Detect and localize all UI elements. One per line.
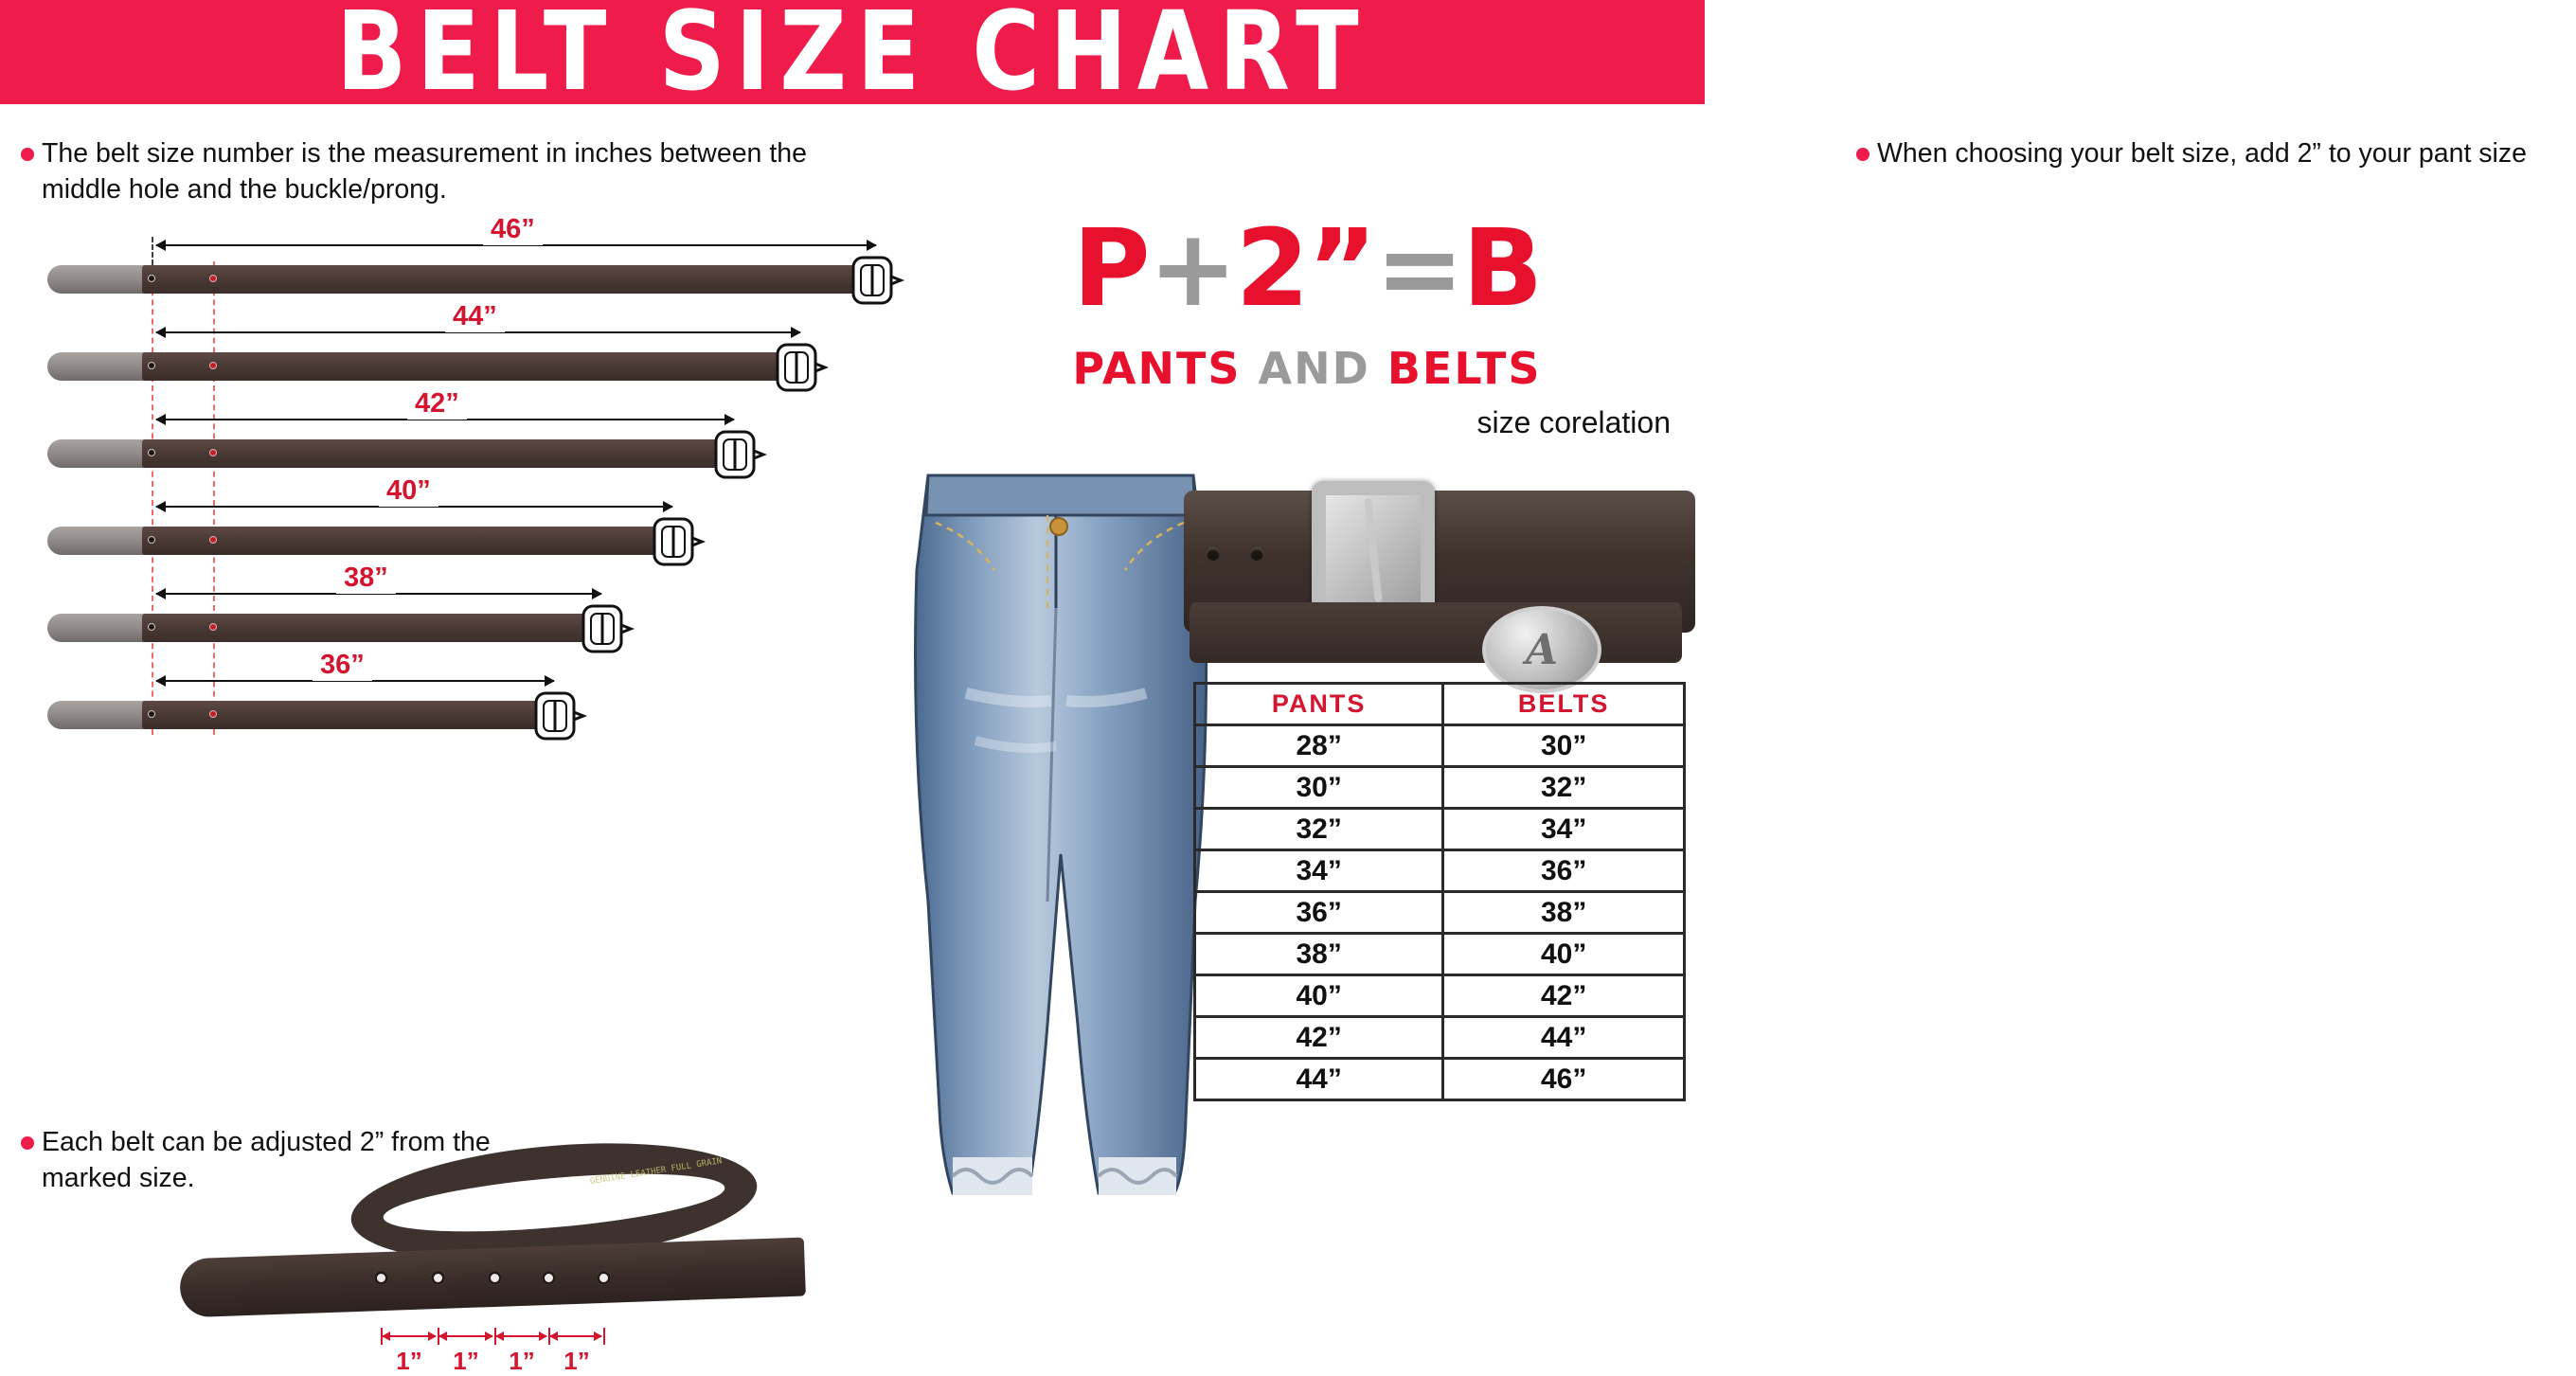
belt-size-label: 44” — [445, 301, 505, 332]
belt-row — [9, 214, 900, 311]
belt-hole — [148, 710, 155, 718]
belt-size-label: 42” — [407, 388, 467, 420]
jeans-hem-right — [1099, 1157, 1176, 1195]
cell-pants: 42” — [1195, 1017, 1443, 1059]
segment-dimension — [496, 1335, 546, 1337]
bullet-dot-icon — [1856, 148, 1869, 161]
bullet-dot-icon — [21, 1136, 34, 1150]
column-header-belts: BELTS — [1443, 684, 1685, 725]
belt-buckle — [772, 339, 825, 396]
belt-strap — [142, 265, 857, 294]
cell-pants: 32” — [1195, 809, 1443, 850]
formula-b: B — [1461, 207, 1542, 331]
segment-dimension — [439, 1335, 492, 1337]
formula-equation — [909, 207, 1705, 331]
left-column — [0, 104, 909, 1375]
belt-hole — [1207, 547, 1220, 561]
formula-equals: = — [1375, 207, 1462, 331]
jeans-button — [1050, 518, 1067, 535]
cell-pants: 28” — [1195, 725, 1443, 767]
belt-hole-middle — [209, 449, 217, 456]
note-choosing — [1856, 136, 2576, 172]
formula-plus: + — [1148, 207, 1236, 331]
belt-hole-middle — [209, 275, 217, 282]
coiled-belt-illustration — [170, 1146, 890, 1375]
belt-hole — [374, 1271, 388, 1285]
table-row — [1195, 725, 1685, 767]
table-row — [1195, 1059, 1685, 1100]
note-adjust-text: Each belt can be adjusted 2” from the marked size. — [42, 1127, 491, 1193]
cell-belts: 30” — [1443, 725, 1685, 767]
cell-pants: 34” — [1195, 850, 1443, 892]
segment-label: 1” — [564, 1347, 590, 1375]
formula-sub-and: AND — [1258, 343, 1370, 394]
belt-size-label: 38” — [336, 563, 396, 594]
concho-letter: A — [1525, 625, 1559, 674]
belt-hole-middle — [209, 623, 217, 631]
cell-pants: 40” — [1195, 975, 1443, 1017]
belt-row — [9, 388, 900, 485]
table-row — [1195, 934, 1685, 975]
note-measurement-text: The belt size number is the measurement in inches between the middle hole and the buckle/prong. — [42, 138, 807, 205]
belt-row — [9, 475, 900, 572]
formula-two: 2” — [1235, 207, 1376, 331]
segment-tick — [603, 1328, 605, 1345]
belt-concho — [1482, 606, 1601, 693]
belt-hole-middle — [209, 710, 217, 718]
belt-size-label: 36” — [313, 650, 372, 681]
belt-hole — [148, 536, 155, 544]
table-row — [1195, 892, 1685, 934]
cell-belts: 36” — [1443, 850, 1685, 892]
belt-hole — [148, 449, 155, 456]
belt-size-diagram — [9, 214, 900, 739]
table-row — [1195, 975, 1685, 1017]
segment-dimension — [550, 1335, 601, 1337]
belt-product-photo — [1184, 464, 1695, 672]
belt-hole — [431, 1271, 445, 1285]
page-title: BELT SIZE CHART — [335, 0, 1369, 116]
belt-strap — [142, 439, 720, 468]
jeans-hem-left — [953, 1157, 1032, 1195]
cell-belts: 42” — [1443, 975, 1685, 1017]
belt-tip — [47, 701, 152, 729]
belt-hole — [542, 1271, 556, 1285]
formula-sub-pants: PANTS — [1072, 343, 1242, 394]
size-table — [1193, 682, 1686, 1101]
note-measurement — [21, 136, 873, 207]
belt-hole-middle — [209, 362, 217, 369]
formula-subtitle — [909, 343, 1705, 394]
belt-buckle — [710, 426, 763, 483]
formula-note: size corelation — [1476, 405, 1671, 439]
belt-hole — [148, 275, 155, 282]
belt-row — [9, 650, 900, 746]
table-row — [1195, 767, 1685, 809]
cell-pants: 38” — [1195, 934, 1443, 975]
formula-p: P — [1072, 207, 1149, 331]
belt-buckle — [578, 600, 631, 657]
belt-strap — [142, 701, 540, 729]
belt-tip — [47, 614, 152, 642]
belt-tip — [47, 265, 152, 294]
belt-row — [9, 301, 900, 398]
table-row — [1195, 850, 1685, 892]
belt-hole — [148, 362, 155, 369]
jeans-waistband — [926, 475, 1195, 515]
belt-size-label: 46” — [483, 214, 543, 245]
cell-belts: 46” — [1443, 1059, 1685, 1100]
formula-sub-belts: BELTS — [1386, 343, 1542, 394]
belt-hole — [597, 1271, 611, 1285]
page-header — [0, 0, 1705, 116]
belt-tip — [47, 439, 152, 468]
belt-buckle — [530, 688, 583, 744]
belt-row — [9, 563, 900, 659]
belt-tip — [47, 352, 152, 381]
note-choosing-text: When choosing your belt size, add 2” to your pant size — [1877, 138, 2527, 169]
cell-pants: 30” — [1195, 767, 1443, 809]
cell-belts: 34” — [1443, 809, 1685, 850]
belt-buckle — [848, 252, 901, 309]
column-header-pants: PANTS — [1195, 684, 1443, 725]
belt-strap — [142, 527, 658, 555]
right-column — [909, 104, 2527, 1310]
belt-buckle — [649, 513, 702, 570]
cell-belts: 38” — [1443, 892, 1685, 934]
belt-tip — [47, 527, 152, 555]
belt-hole-middle — [209, 536, 217, 544]
cell-belts: 32” — [1443, 767, 1685, 809]
belt-hole — [488, 1271, 502, 1285]
belt-strap-lower — [1190, 602, 1682, 663]
cell-belts: 40” — [1443, 934, 1685, 975]
bullet-dot-icon — [21, 148, 34, 161]
table-header-row — [1195, 684, 1685, 725]
segment-label: 1” — [453, 1347, 479, 1375]
belt-size-label: 40” — [379, 475, 438, 507]
segment-dimension — [383, 1335, 436, 1337]
belt-inner-label: GENUINE LEATHER FULL GRAIN — [589, 1156, 724, 1188]
cell-belts: 44” — [1443, 1017, 1685, 1059]
segment-label: 1” — [509, 1347, 535, 1375]
cell-pants: 44” — [1195, 1059, 1443, 1100]
chart-content — [0, 104, 2527, 1375]
belt-strap — [142, 352, 781, 381]
belt-hole — [1250, 547, 1263, 561]
belt-hole — [148, 623, 155, 631]
segment-label: 1” — [396, 1347, 422, 1375]
jeans-shape — [916, 475, 1207, 1193]
table-row — [1195, 809, 1685, 850]
cell-pants: 36” — [1195, 892, 1443, 934]
table-row — [1195, 1017, 1685, 1059]
pants-belts-size-table — [1193, 682, 1686, 1101]
